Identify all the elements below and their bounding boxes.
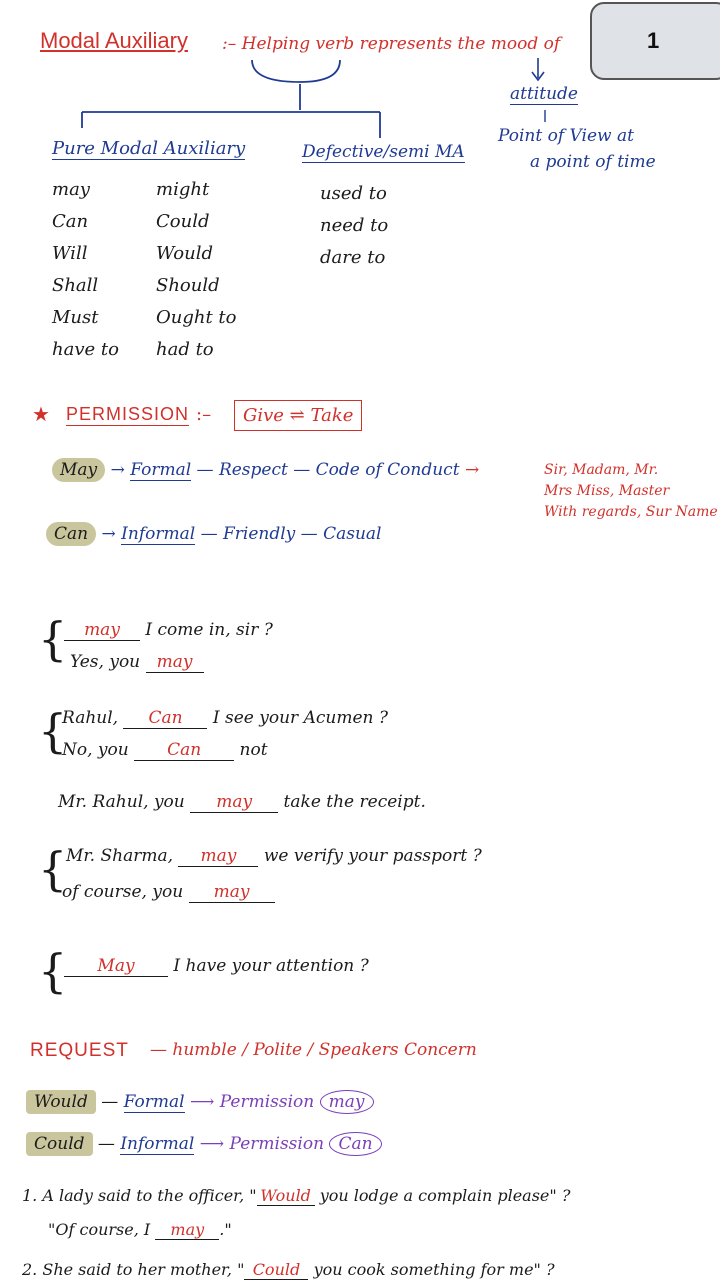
answer-blank: may (146, 652, 204, 673)
answer-blank: may (189, 882, 275, 903)
list-item: dare to (320, 247, 386, 268)
can-circle: Can (329, 1132, 381, 1156)
point-of-view-line1: Point of View at (498, 126, 634, 146)
star-icon: ★ (32, 402, 50, 426)
sentence-1-answer (48, 1220, 232, 1240)
page-title: Modal Auxiliary (40, 28, 188, 53)
sentence-text: "Of course, I (48, 1220, 151, 1239)
sentence-text: I come in, sir ? (145, 620, 273, 640)
permission-label: Permission (229, 1134, 325, 1154)
answer-blank: may (178, 846, 258, 867)
sentence-text: She said to her mother, " (42, 1260, 245, 1279)
sentence-text: we verify your passport ? (263, 846, 482, 866)
list-item: might (156, 179, 210, 200)
list-item: have to (52, 339, 119, 360)
permission-sep: :– (196, 404, 212, 425)
example-4-answer (62, 882, 275, 903)
sentence-number: 1. (22, 1186, 38, 1205)
answer-blank: Can (134, 740, 234, 761)
list-item: Will (52, 243, 88, 264)
note-line: With regards, Sur Name (544, 504, 718, 520)
could-highlight: Could (26, 1132, 93, 1156)
may-row (52, 460, 479, 480)
example-4-question (66, 846, 482, 867)
list-item: Can (52, 211, 89, 232)
pure-modal-left-list (52, 174, 119, 366)
could-row (26, 1134, 382, 1154)
brace-icon: { (38, 944, 68, 998)
sentence-text: Yes, you (70, 652, 141, 672)
permission-label: Permission (219, 1092, 315, 1112)
list-item: Must (52, 307, 99, 328)
would-highlight: Would (26, 1090, 96, 1114)
answer-blank: may (64, 620, 140, 641)
sentence-text: take the receipt. (283, 792, 426, 812)
sentence-text: Mr. Sharma, (66, 846, 173, 866)
arrow-icon: ⟶ (189, 1092, 215, 1112)
brace-icon: { (38, 704, 68, 758)
defective-heading: Defective/semi MA (302, 142, 465, 162)
can-row (46, 524, 381, 544)
note-line: Mrs Miss, Master (544, 483, 670, 499)
note-line: Sir, Madam, Mr. (544, 462, 659, 478)
may-circle: may (320, 1090, 374, 1114)
attitude-label: attitude (510, 84, 578, 104)
sentence-text: of course, you (62, 882, 184, 902)
list-item: had to (156, 339, 214, 360)
sentence-text: not (239, 740, 268, 760)
permission-heading: PERMISSION (66, 404, 190, 424)
answer-blank: may (190, 792, 278, 813)
answer-blank: May (64, 956, 168, 977)
list-item: Ought to (156, 307, 237, 328)
example-3 (58, 792, 426, 813)
list-item: Shall (52, 275, 99, 296)
page-number: 1 (647, 28, 660, 53)
list-item: Could (156, 211, 210, 232)
sentence-text: you lodge a complain please" ? (319, 1186, 571, 1205)
dash: — (101, 1092, 119, 1112)
informal-label: Informal (120, 1134, 195, 1154)
example-1-question (64, 620, 273, 641)
sentence-text: Mr. Rahul, you (58, 792, 185, 812)
answer-blank: may (155, 1220, 219, 1240)
arrow-icon: → (101, 524, 116, 544)
request-heading: REQUEST (30, 1040, 129, 1061)
arrow-icon: → (110, 460, 125, 480)
sentence-text: you cook something for me" ? (313, 1260, 555, 1279)
point-of-view-line2: a point of time (530, 152, 656, 172)
brace-icon: { (38, 612, 68, 666)
sentence-text: ." (219, 1220, 232, 1239)
sentence-1 (22, 1186, 570, 1206)
may-description: — Respect — Code of Conduct (196, 460, 460, 480)
example-2-answer (62, 740, 268, 761)
list-item: need to (320, 215, 389, 236)
sentence-text: I have your attention ? (173, 956, 369, 976)
formal-label: Formal (123, 1092, 185, 1112)
sentence-text: Rahul, (62, 708, 119, 728)
defective-list (320, 178, 388, 274)
sentence-number: 2. (22, 1260, 38, 1279)
may-address-note (544, 460, 718, 523)
request-description: — humble / Polite / Speakers Concern (150, 1040, 477, 1060)
can-description: — Friendly — Casual (200, 524, 382, 544)
answer-blank: Can (123, 708, 207, 729)
sentence-text: I see your Acumen ? (212, 708, 388, 728)
sentence-2 (22, 1260, 555, 1280)
arrow-icon: ⟶ (199, 1134, 225, 1154)
example-5 (64, 956, 369, 977)
dash: — (97, 1134, 115, 1154)
answer-blank: Could (244, 1260, 308, 1280)
pure-modal-heading: Pure Modal Auxiliary (52, 138, 246, 159)
sentence-text: A lady said to the officer, " (42, 1186, 257, 1205)
list-item: Would (156, 243, 213, 264)
pure-modal-right-list (156, 174, 237, 366)
would-row (26, 1092, 374, 1112)
informal-label: Informal (121, 524, 196, 544)
may-highlight: May (52, 458, 105, 482)
definition-text: :– Helping verb represents the mood of (222, 34, 561, 54)
arrow-icon: → (464, 460, 480, 480)
formal-label: Formal (130, 460, 192, 480)
give-take-box: Give ⇌ Take (234, 400, 362, 431)
example-1-answer (70, 652, 204, 673)
answer-blank: Would (257, 1186, 315, 1206)
list-item: used to (320, 183, 387, 204)
sentence-text: No, you (62, 740, 129, 760)
brace-icon: { (38, 842, 68, 896)
can-highlight: Can (46, 522, 96, 546)
example-2-question (62, 708, 388, 729)
list-item: may (52, 179, 90, 200)
list-item: Should (156, 275, 220, 296)
